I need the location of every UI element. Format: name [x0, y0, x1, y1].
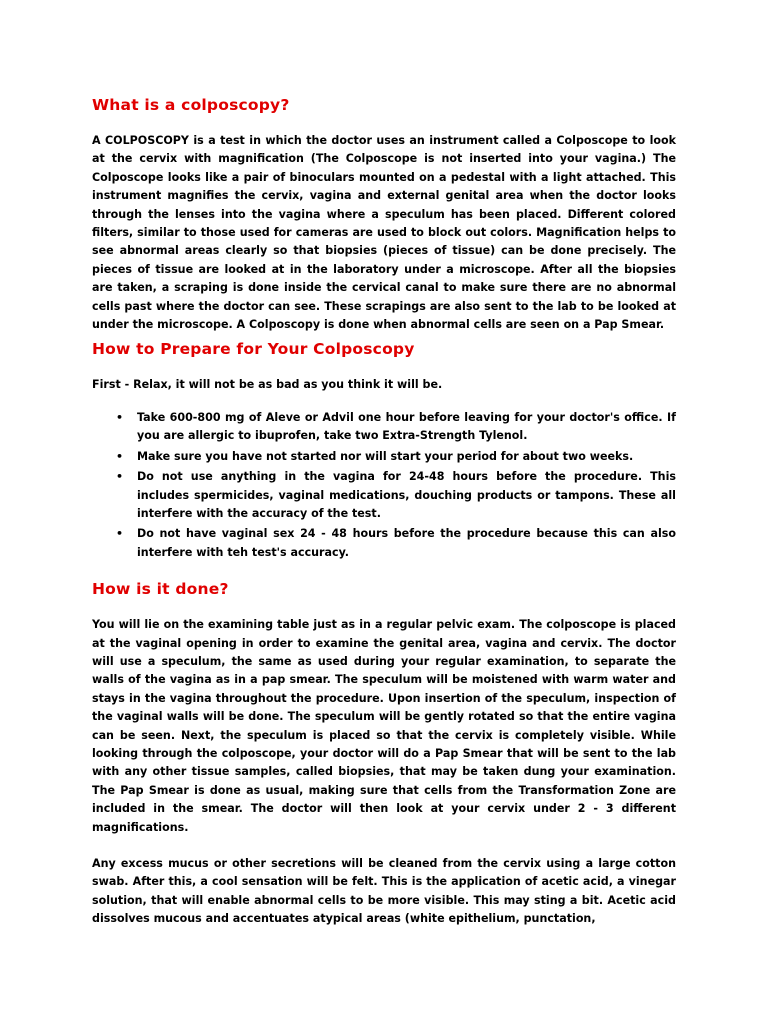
list-item-text: Take 600-800 mg of Aleve or Advil one hour before leaving for your doctor's office. If you are allergic to ibuprofen, take two Extra-Strength Tylenol. — [137, 410, 676, 443]
list-item-text: Do not have vaginal sex 24 - 48 hours before the procedure because this can also interfere with teh test's accuracy. — [137, 527, 676, 559]
list-item — [116, 448, 676, 466]
list-item-text: Make sure you have not started nor will start your period for about two weeks. — [137, 449, 634, 463]
heading-how-is-it-done-text: How is it done? — [92, 580, 229, 599]
paragraph-colposcopy-description: A COLPOSCOPY is a test in which the doctor uses an instrument called a Colposcope to look at the cervix with magnification (The Colposcope is not inserted into your vagina.) The Colposcope looks like a pair of binoculars mounted on a pedestal with a light attached. This instrument magnifies the cervix, vagina and external genital area when the doctor looks through the lenses into the vagina where a speculum has been placed. Different colored filters, similar to those used for cameras are used to block out colors. Magnification helps to see abnormal areas clearly so that biopsies (pieces of tissue) can be done precisely. The pieces of tissue are looked at in the laboratory under a microscope. After all the biopsies are taken, a scraping is done inside the cervical canal to make sure there are no abnormal cells past where the doctor can see. These scrapings are also sent to the lab to be looked at under the microscope. A Colposcopy is done when abnormal cells are seen on a Pap Smear. — [92, 134, 676, 332]
paragraph-first-relax: First - Relax, it will not be as bad as you think it will be. — [92, 378, 443, 392]
heading-what-is-colposcopy-text: What is a colposcopy — [92, 96, 281, 114]
bullet-icon: • — [116, 470, 124, 484]
preparation-list — [92, 409, 676, 562]
list-item — [116, 468, 676, 523]
list-item — [116, 525, 676, 562]
heading-how-is-it-done — [92, 580, 676, 598]
paragraph-procedure-description: You will lie on the examining table just as in a regular pelvic exam. The colposcope is placed at the vaginal opening in order to examine the genital area, vagina and cervix. The doctor will use a speculum, the same as used during your regular examination, to separate the walls of the vagina as in a pap smear. The speculum will be moistened with warm water and stays in the vagina throughout the procedure. Upon insertion of the speculum, inspection of the vaginal walls will be done. The speculum will be gently rotated so that the entire vagina can be seen. Next, the speculum is placed so that the cervix is completely visible. While looking through the colposcope, your doctor will do a Pap Smear that will be sent to the lab with any other tissue samples, called biopsies, that may be taken dung your examination. The Pap Smear is done as usual, making sure that cells from the Transformation Zone are included in the smear. The doctor will then look at your cervix under 2 - 3 different magnifications. — [92, 618, 676, 834]
heading-question-mark: ? — [280, 96, 290, 114]
list-item-text: Do not use anything in the vagina for 24-48 hours before the procedure. This includes spermicides, vaginal medications, douching products or tampons. These all interfere with the accuracy of the test. — [137, 470, 676, 520]
heading-how-to-prepare-text: How to Prepare for Your Colposcopy — [92, 340, 415, 359]
bullet-icon: • — [116, 449, 124, 463]
bullet-icon: • — [116, 410, 124, 424]
heading-what-is-colposcopy — [92, 96, 676, 114]
heading-how-to-prepare — [92, 340, 676, 358]
list-item — [116, 409, 676, 446]
paragraph-cleaning-description: Any excess mucus or other secretions will be cleaned from the cervix using a large cotton swab. After this, a cool sensation will be felt. This is the application of acetic acid, a vinegar solution, that will enable abnormal cells to be more visible. This may sting a bit. Acetic acid dissolves mucous and accentuates atypical areas (white epithelium, punctation, — [92, 857, 676, 926]
bullet-icon: • — [116, 527, 124, 541]
